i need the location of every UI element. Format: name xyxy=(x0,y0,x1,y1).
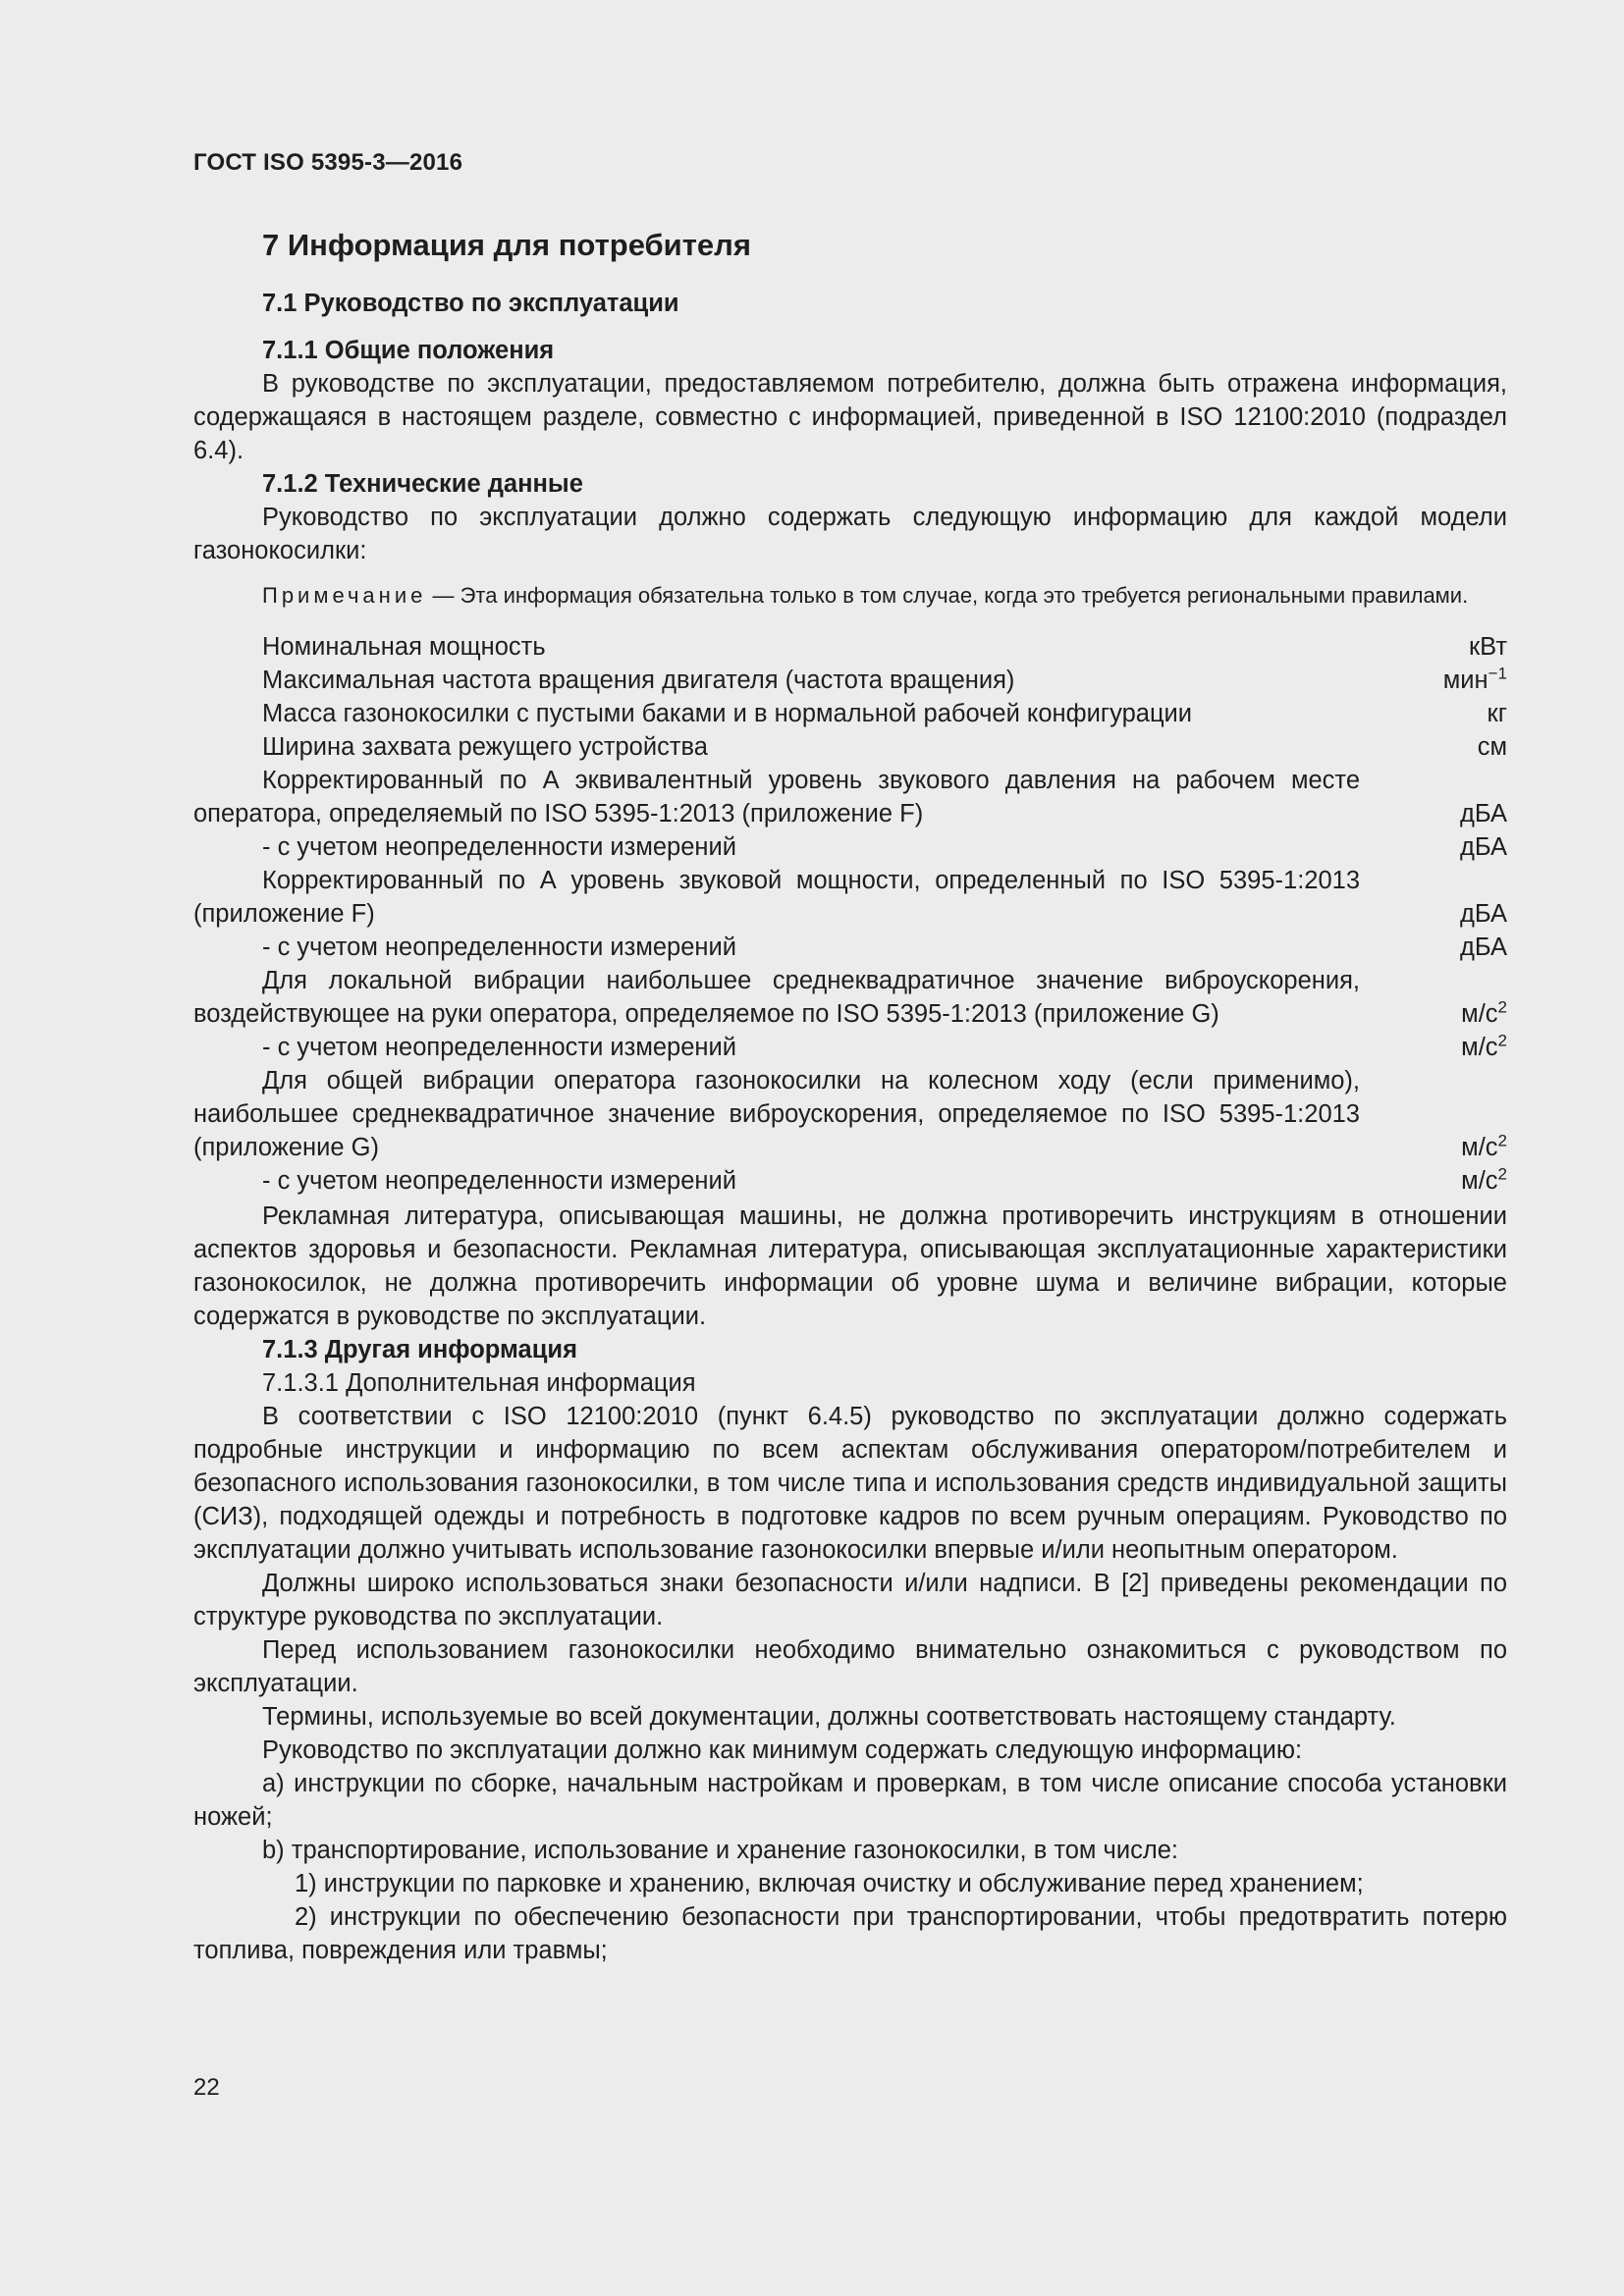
parameter-row xyxy=(193,764,1507,830)
unit-text: м/с xyxy=(1461,1000,1498,1028)
section-title: 7 Информация для потребителя xyxy=(262,228,751,262)
parameter-row xyxy=(193,864,1507,931)
unit-superscript: −1 xyxy=(1488,664,1507,683)
parameter-row xyxy=(193,931,1507,964)
paragraph-7-1-1: В руководстве по эксплуатации, предоставляемом потребителю, должна быть отражена информация, содержащаяся в настоящем разделе, совместно с информацией, приведенной в ISO 12100:2010 (подраздел 6.4). xyxy=(193,370,1507,464)
paragraph-general-5: Руководство по эксплуатации должно как минимум содержать следующую информацию: xyxy=(262,1736,1303,1764)
unit-text: дБА xyxy=(1459,800,1507,828)
parameter-label: Корректированный по А эквивалентный уровень звукового давления на рабочем месте оператора, определяемый по ISO 5395-1:2013 (приложение F) xyxy=(193,767,1360,828)
list-item-b-2: 2) инструкции по обеспечению безопасности при транспортировании, чтобы предотвратить потерю топлива, повреждения или травмы; xyxy=(193,1903,1507,1964)
subsection-7-1-3-title: 7.1.3 Другая информация xyxy=(262,1336,577,1363)
unit-text: см xyxy=(1477,733,1507,761)
unit-superscript: 2 xyxy=(1497,1164,1507,1184)
note-label: Примечание xyxy=(262,583,427,608)
paragraph-advertising: Рекламная литература, описывающая машины, не должна противоречить инструкциям в отношении аспектов здоровья и безопасности. Рекламная литература, описывающая эксплуатационные характеристики газонокосилок, не должна противоречить информации об уровне шума и величине вибрации, которые содержатся в руководстве по эксплуатации. xyxy=(193,1202,1507,1330)
parameter-unit xyxy=(1360,1164,1507,1198)
subsection-7-1-title: 7.1 Руководство по эксплуатации xyxy=(262,290,679,317)
paragraph-general-2: Должны широко использоваться знаки безопасности и/или надписи. В [2] приведены рекомендации по структуре руководства по эксплуатации. xyxy=(193,1570,1507,1630)
parameter-unit xyxy=(1360,697,1507,730)
parameter-unit xyxy=(1360,1064,1507,1164)
parameter-row xyxy=(193,697,1507,730)
unit-text: дБА xyxy=(1459,900,1507,928)
parameter-unit xyxy=(1360,1031,1507,1064)
parameter-label: Номинальная мощность xyxy=(262,633,546,661)
parameter-row xyxy=(193,1164,1507,1198)
note xyxy=(193,581,1507,611)
unit-text: кВт xyxy=(1469,633,1507,661)
parameter-unit xyxy=(1360,864,1507,931)
parameter-row xyxy=(193,1064,1507,1164)
list-item-b: b) транспортирование, использование и хранение газонокосилки, в том числе: xyxy=(262,1837,1178,1864)
unit-text: мин xyxy=(1442,667,1489,694)
page-number: 22 xyxy=(193,2074,220,2101)
parameter-unit xyxy=(1360,964,1507,1031)
parameter-unit xyxy=(1360,931,1507,964)
note-text: — Эта информация обязательна только в том случае, когда это требуется региональными правилами. xyxy=(432,583,1469,608)
paragraph-general-4: Термины, используемые во всей документации, должны соответствовать настоящему стандарту. xyxy=(262,1703,1396,1731)
paragraph-general-1: В соответствии с ISO 12100:2010 (пункт 6.4.5) руководство по эксплуатации должно содержать подробные инструкции и информацию по всем аспектам обслуживания оператором/потребителем и безопасного использования газонокосилки, в том числе типа и использования средств индивидуальной защиты (СИЗ), подходящей одежды и потребность в подготовке кадров по всем ручным операциям. Руководство по эксплуатации должно учитывать использование газонокосилки впервые и/или неопытным оператором. xyxy=(193,1403,1507,1564)
parameter-row xyxy=(193,664,1507,697)
parameter-label: - с учетом неопределенности измерений xyxy=(262,833,736,861)
unit-text: дБА xyxy=(1459,934,1507,961)
subsection-7-1-3-1-title: 7.1.3.1 Дополнительная информация xyxy=(262,1369,696,1397)
parameter-row xyxy=(193,1031,1507,1064)
parameter-unit xyxy=(1360,664,1507,697)
parameter-label: - с учетом неопределенности измерений xyxy=(262,934,736,961)
parameter-label: Ширина захвата режущего устройства xyxy=(262,733,708,761)
parameter-label: Масса газонокосилки с пустыми баками и в нормальной рабочей конфигурации xyxy=(262,700,1193,727)
list-item-a: a) инструкции по сборке, начальным настройкам и проверкам, в том числе описание способа установки ножей; xyxy=(193,1770,1507,1831)
parameter-label: - с учетом неопределенности измерений xyxy=(262,1167,736,1195)
parameter-unit xyxy=(1360,830,1507,864)
parameter-unit xyxy=(1360,730,1507,764)
list-item-b-1: 1) инструкции по парковке и хранению, включая очистку и обслуживание перед хранением; xyxy=(295,1870,1364,1897)
parameter-row xyxy=(193,730,1507,764)
parameter-label: Корректированный по А уровень звуковой мощности, определенный по ISO 5395-1:2013 (приложение F) xyxy=(193,867,1360,928)
subsection-7-1-1-title: 7.1.1 Общие положения xyxy=(262,337,555,364)
parameter-label: Для локальной вибрации наибольшее среднеквадратичное значение виброускорения, воздействующее на руки оператора, определяемое по ISO 5395-1:2013 (приложение G) xyxy=(193,967,1360,1028)
document-header: ГОСТ ISO 5395-3—2016 xyxy=(193,149,463,176)
subsection-7-1-2-title: 7.1.2 Технические данные xyxy=(262,470,583,498)
unit-text: м/с xyxy=(1461,1167,1498,1195)
unit-text: м/с xyxy=(1461,1134,1498,1161)
parameter-row xyxy=(193,630,1507,664)
paragraph-7-1-2: Руководство по эксплуатации должно содержать следующую информацию для каждой модели газонокосилки: xyxy=(193,504,1507,564)
unit-text: кг xyxy=(1487,700,1507,727)
parameters-table xyxy=(193,630,1507,1198)
parameter-label: Максимальная частота вращения двигателя (частота вращения) xyxy=(262,667,1015,694)
paragraph-general-3: Перед использованием газонокосилки необходимо внимательно ознакомиться с руководством по эксплуатации. xyxy=(193,1636,1507,1697)
parameter-row xyxy=(193,964,1507,1031)
unit-superscript: 2 xyxy=(1497,1031,1507,1050)
parameter-unit xyxy=(1360,630,1507,664)
parameter-label: - с учетом неопределенности измерений xyxy=(262,1034,736,1061)
unit-superscript: 2 xyxy=(1497,997,1507,1017)
unit-superscript: 2 xyxy=(1497,1131,1507,1150)
unit-text: дБА xyxy=(1459,833,1507,861)
parameter-row xyxy=(193,830,1507,864)
parameter-label: Для общей вибрации оператора газонокосилки на колесном ходу (если применимо), наибольшее среднеквадратичное значение виброускорения, определяемое по ISO 5395-1:2013 (приложение G) xyxy=(193,1067,1360,1161)
parameter-unit xyxy=(1360,764,1507,830)
page-content xyxy=(193,226,1507,1967)
unit-text: м/с xyxy=(1461,1034,1498,1061)
